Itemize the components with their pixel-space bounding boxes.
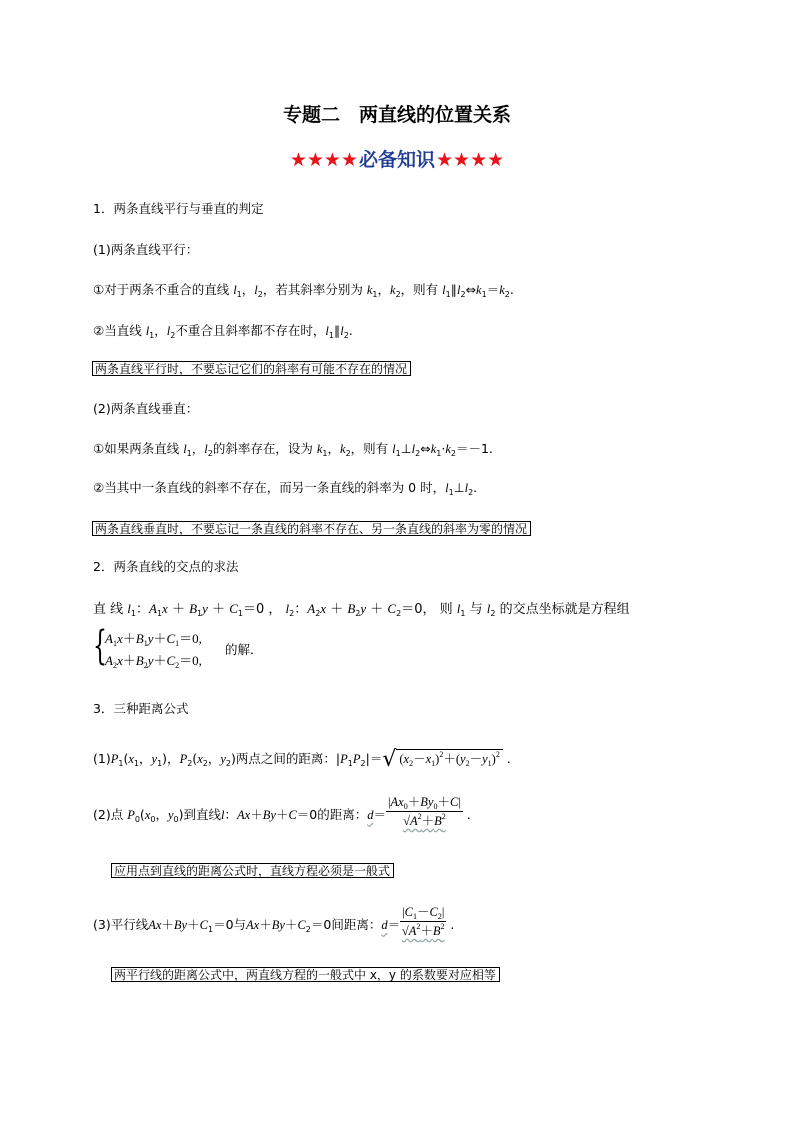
- system-suffix: 的解．: [225, 642, 263, 657]
- intersection-statement: 直 线 $l_1$：$A_1x + B_1y + C_1=0$ ， $l_2$：$A_2x + B_2y + C_2=0$， 则 $l_1$ 与 $l_2$ 的交点坐标就是方程组: [93, 601, 630, 618]
- system-eq-1: $A_1x+B_1y+C_1=0$,: [105, 631, 202, 648]
- parallel-rule-1: ①对于两条不重合的直线 $l_1$，$l_2$，若其斜率分别为 $k_1$，$k_2$，则有 $l_1\parallel l_2\Leftrightarrow k_1=k_2$.: [93, 282, 514, 299]
- banner-label: 必备知识: [358, 149, 435, 171]
- page-title: 专题二 两直线的位置关系: [282, 104, 511, 126]
- distance-point-line: (2)点 $P_0(x_0$，$y_0$)到直线l：Ax＋By＋C＝0的距离：d＝ $\frac{|Ax_0+By_0+C|}{√A^2+B^2}$ .: [93, 795, 471, 828]
- note-parallel-distance: 两平行线的距离公式中，两直线方程的一般式中 x，y 的系数要对应相等: [111, 967, 500, 982]
- section-1-heading: 1．两条直线平行与垂直的判定: [93, 201, 264, 216]
- system-eq-2: $A_2x+B_2y+C_2=0$,: [105, 653, 202, 670]
- stars-left: ★★★★: [289, 149, 358, 171]
- distance-parallel-lines: (3)平行线$Ax+By+C_1=0$与$Ax+By+C_2=0$间距离：d＝ $\frac{|C_1-C_2|}{√A^2+B^2}$ .: [93, 905, 455, 938]
- stars-right: ★★★★: [436, 149, 505, 171]
- system-brace: {: [93, 623, 107, 669]
- note-point-line: 应用点到直线的距离公式时，直线方程必须是一般式: [111, 863, 394, 878]
- section-2-heading: 2．两条直线的交点的求法: [93, 559, 239, 574]
- perpendicular-heading: (2)两条直线垂直：: [93, 401, 199, 416]
- perpendicular-rule-2: ②当其中一条直线的斜率不存在，而另一条直线的斜率为 0 时，$l_1\perp l_2$.: [93, 480, 478, 497]
- parallel-heading: (1)两条直线平行：: [93, 242, 199, 257]
- note-parallel: 两条直线平行时，不要忘记它们的斜率有可能不存在的情况: [92, 361, 411, 376]
- perpendicular-rule-1: ①如果两条直线 $l_1$，$l_2$的斜率存在，设为 $k_1$，$k_2$，则有 $l_1\perp l_2\Leftrightarrow k_1\cdot k_2=-1$.: [93, 441, 493, 458]
- parallel-rule-2: ②当直线 $l_1$，$l_2$不重合且斜率都不存在时，$l_1\parallel l_2$.: [93, 323, 353, 340]
- section-3-heading: 3．三种距离公式: [93, 701, 189, 716]
- note-perpendicular: 两条直线垂直时，不要忘记一条直线的斜率不存在、另一条直线的斜率为零的情况: [92, 521, 531, 536]
- section-banner: [0, 151, 794, 170]
- distance-two-points: $(1)P_1(x_1$，$y_1$)，$P_2(x_2$，$y_2$)两点之间的距离：$|P_1P_2|=√$ $(x_2-x_1)^2+(y_2-y_1)^2$ .: [93, 747, 511, 772]
